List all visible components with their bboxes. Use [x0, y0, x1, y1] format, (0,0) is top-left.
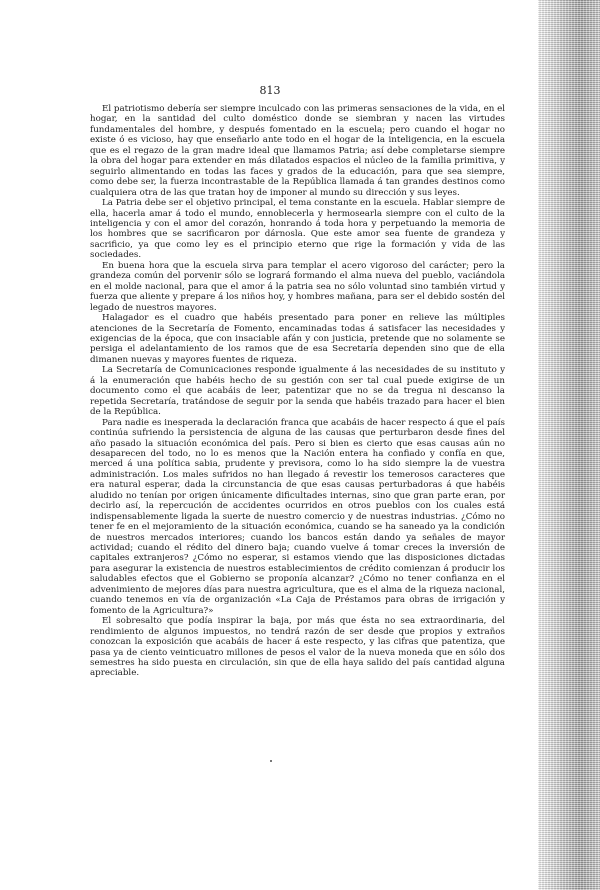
paragraph-3: En buena hora que la escuela sirva para templar el acero vigoroso del carácter; pero la grandeza común del porvenir sólo se logrará formando el alma nueva del pueblo, vaciándola en el molde nacional, para que el amor á la patria sea no sólo voluntad sino también virtud y fuerza que aliente y prepare á los niños hoy, y hombres mañana, para ser el debido sostén del legado de nuestros mayores.: [90, 260, 505, 313]
paragraph-5: La Secretaría de Comunicaciones responde igualmente á las necesidades de su instituto y á la enumeración que habéis hecho de su gestión con ser tal cual puede exigirse de un documento como el que acabáis de leer, patentizar que no se da tregua ni descanso la repetida Secretaría, tratándose de seguir por la senda que habéis trazado para hacer el bien de la República.: [90, 365, 505, 418]
paragraph-6: Para nadie es inesperada la declaración franca que acabáis de hacer respecto á que el país continúa sufriendo la persistencia de alguna de las causas que perturbaron desde fines del año pasado la situación económica del país. Pero si bien es cierto que esas causas aún no desaparecen del todo, no lo es menos que la Nación entera ha confiado y confía en que, merced á una política sabia, prudente y previsora, como lo ha sido siempre la de vuestra administración. Los males sufridos no han llegado á revestir los temerosos caracteres que era natural esperar, dada la circunstancia de que esas causas perturbadoras á que habéis aludido no tenían por origen únicamente dificultades internas, sino que gran parte eran, por decirlo así, la repercución de accidentes ocurridos en otros pueblos con los cuales está indispensablemente ligada la suerte de nuestro comercio y de nuestras industrias. ¿Cómo no tener fe en el mejoramiento de la situación económica, cuando se ha saneado ya la condición de nuestros mercados interiores; cuando los bancos están dando ya señales de mayor actividad; cuando el rédito del dinero baja; cuando vuelve á tomar creces la inversión de capitales extranjeros? ¿Cómo no esperar, si estamos viendo que las disposiciones dictadas para asegurar la existencia de nuestros establecimientos de crédito comienzan á producir los saludables efectos que el Gobierno se proponía alcanzar? ¿Cómo no tener confianza en el advenimiento de mejores días para nuestra agricultura, que es el alma de la riqueza nacional, cuando tenemos en vía de organización «La Caja de Préstamos para obras de irrigación y fomento de la Agricultura?»: [90, 417, 505, 616]
scan-speck: [270, 760, 272, 762]
paragraph-2: La Patria debe ser el objetivo principal, el tema constante en la escuela. Hablar siempre de ella, hacerla amar á todo el mundo, ennoblecerla y hermosearla siempre con el culto de la inteligencia y con el amor del corazón, honrando á toda hora y perpetuando la memoria de los hombres que se sacrificaron por dárnosla. Que este amor sea fuente de grandeza y sacrificio, ya que como ley es el principio eterno que rige la formación y vida de las sociedades.: [90, 198, 505, 261]
paragraph-1: El patriotismo debería ser siempre inculcado con las primeras sensaciones de la vida, en el hogar, en la santidad del culto doméstico donde se siembran y nacen las virtudes fundamentales del hombre, y después fomentado en la escuela; pero cuando el hogar no existe ó es vicioso, hay que enseñarlo ante todo en el hogar de la inteligencia, en la escuela que es el regazo de la gran madre ideal que llamamos Patria; así debe completarse siempre la obra del hogar para extender en más dilatados espacios el núcleo de la familia primitiva, y seguirlo alimentando en todas las faces y grados de la educación, para que sea siempre, como debe ser, la fuerza incontrastable de la República llamada á tan grandes destinos como cualquiera otra de las que tratan hoy de imponer al mundo su dirección y sus leyes.: [90, 104, 505, 198]
paragraph-4: Halagador es el cuadro que habéis presentado para poner en relieve las múltiples atenciones de la Secretaría de Fomento, encaminadas todas á satisfacer las necesidades y exigencias de la época, que con insaciable afán y con justicia, pretende que no solamente se persiga el adelantamiento de los ramos que de esa Secretaría dependen sino que de ella dimanen nuevas y mayores fuentes de riqueza.: [90, 313, 505, 365]
body-text: [90, 104, 505, 679]
paragraph-7: El sobresalto que podía inspirar la baja, por más que ésta no sea extraordinaria, del rendimiento de algunos impuestos, no tendrá razón de ser desde que propios y extraños conozcan la exposición que acabáis de hacer á este respecto, y las cifras que patentiza, que pasa ya de ciento veinticuatro millones de pesos el valor de la nueva moneda que en sólo dos semestres ha sido puesta en circulación, sin que de ella haya salido del país cantidad alguna apreciable.: [90, 616, 505, 679]
page-number: 813: [259, 84, 281, 97]
page-edge-texture: [538, 0, 600, 890]
